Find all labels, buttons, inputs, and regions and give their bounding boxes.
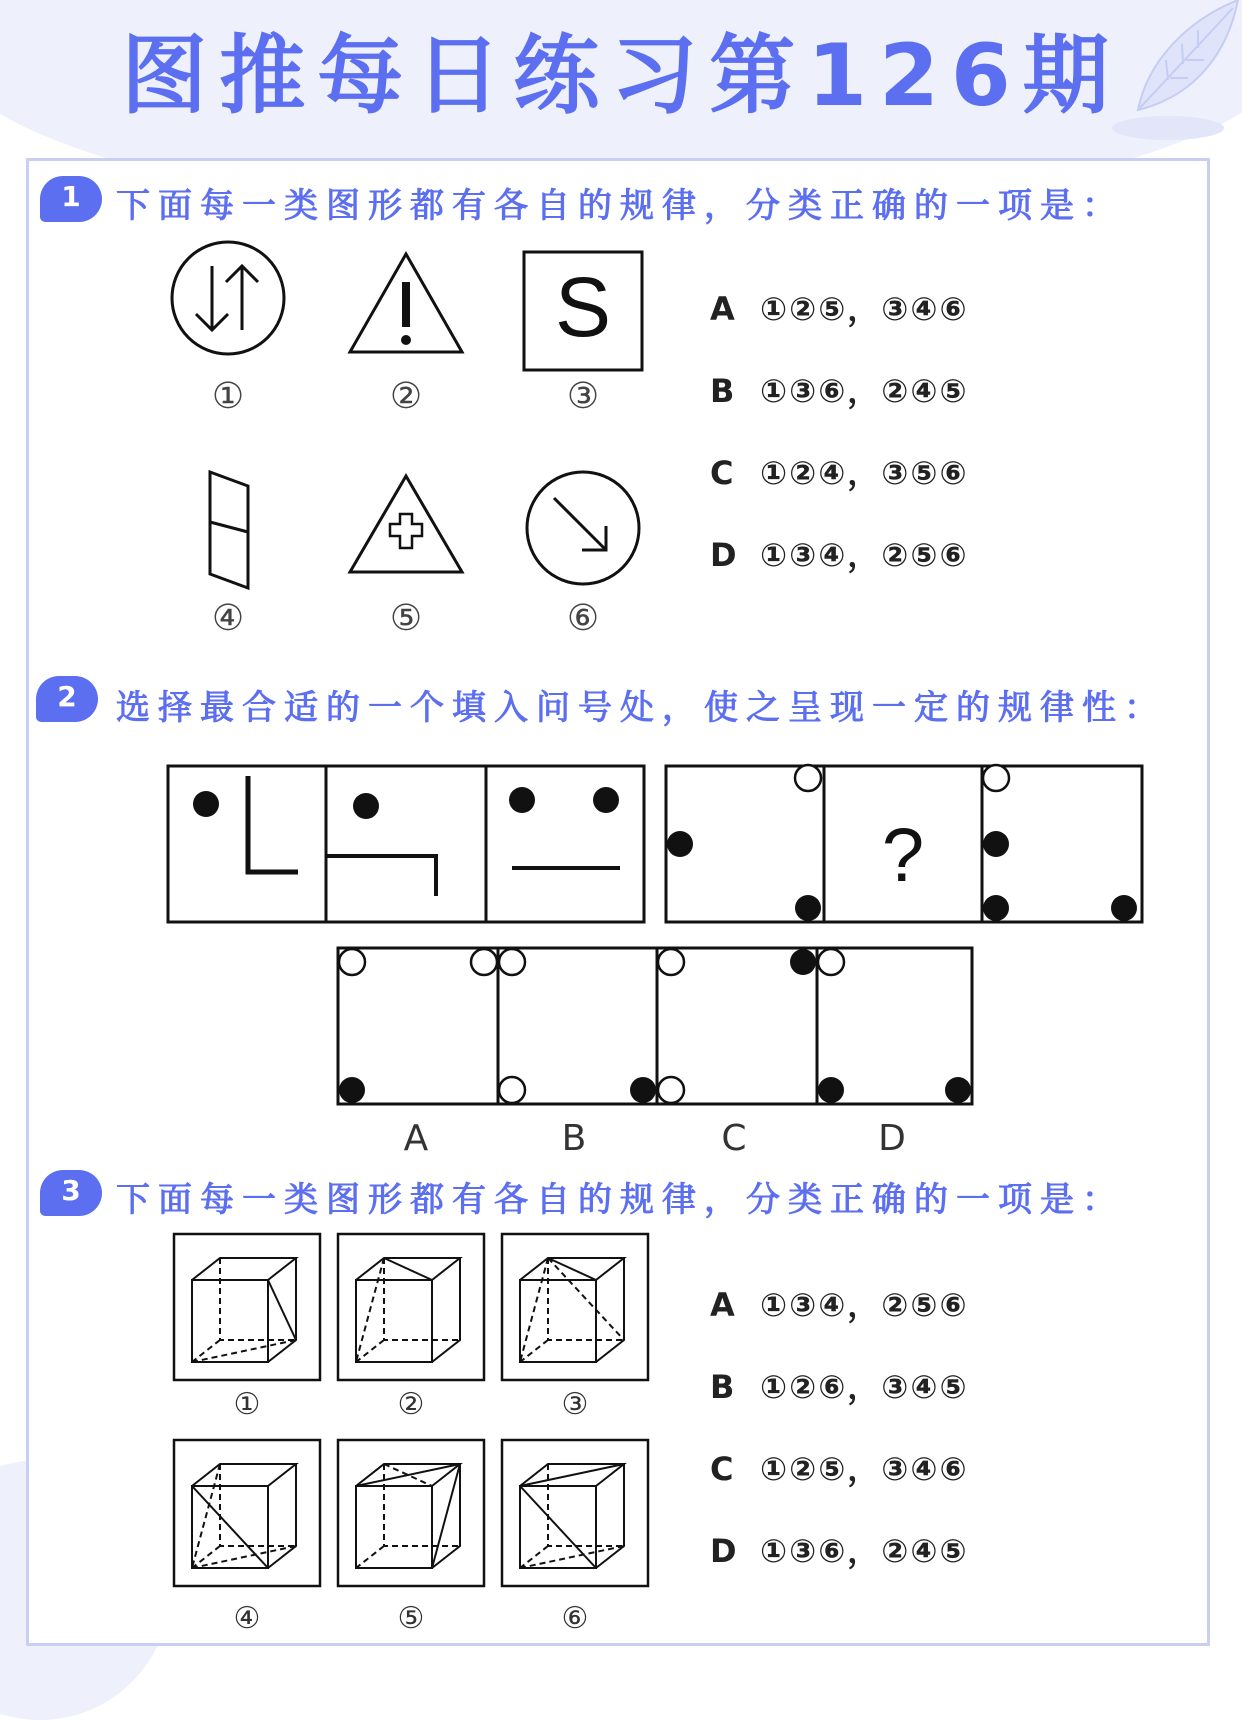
q1-tile-2 bbox=[350, 254, 462, 352]
q2-label-b: B bbox=[561, 1118, 587, 1159]
q3-option-c[interactable]: C ①②⑤，③④⑥ bbox=[710, 1450, 969, 1488]
q3-prompt: 下面每一类图形都有各自的规律，分类正确的一项是： bbox=[116, 1180, 1124, 1220]
q1-tile-3-letter: S bbox=[554, 260, 612, 354]
q2-choice-b[interactable] bbox=[499, 949, 656, 1103]
q3-option-b[interactable]: B ①②⑥，③④⑤ bbox=[710, 1368, 969, 1406]
q1-label-5: ⑤ bbox=[389, 598, 423, 639]
q2-panel-4 bbox=[667, 765, 821, 921]
q3-label-6: ⑥ bbox=[561, 1601, 589, 1636]
q3-cube-1 bbox=[192, 1258, 296, 1362]
q2-panel-1 bbox=[193, 776, 298, 872]
q1-label-6: ⑥ bbox=[566, 598, 600, 639]
q2-panel-3 bbox=[509, 787, 620, 868]
q1-tile-1 bbox=[172, 242, 284, 354]
q1-option-c[interactable]: C ①②④，③⑤⑥ bbox=[710, 454, 969, 492]
q2-answer-dots bbox=[330, 940, 980, 1110]
q1-tile-3 bbox=[524, 252, 642, 370]
q1-label-3: ③ bbox=[566, 376, 600, 417]
q3-label-3: ③ bbox=[561, 1387, 589, 1422]
q1-tile-4 bbox=[210, 472, 248, 588]
q3-cube-6 bbox=[520, 1464, 624, 1568]
q2-choice-d[interactable] bbox=[818, 949, 971, 1103]
q1-number-badge: 1 bbox=[40, 176, 102, 222]
q1-figure-grid bbox=[160, 232, 660, 652]
q3-cube-2 bbox=[356, 1258, 460, 1362]
q1-option-a[interactable]: A ①②⑤，③④⑥ bbox=[710, 290, 969, 328]
q1-prompt: 下面每一类图形都有各自的规律，分类正确的一项是： bbox=[116, 186, 1124, 226]
q3-option-d[interactable]: D ①③⑥，②④⑤ bbox=[710, 1532, 969, 1570]
q3-label-2: ② bbox=[397, 1387, 425, 1422]
q1-option-b[interactable]: B ①③⑥，②④⑤ bbox=[710, 372, 969, 410]
q3-label-4: ④ bbox=[233, 1601, 261, 1636]
q3-cube-grid bbox=[168, 1228, 658, 1652]
q2-prompt: 选择最合适的一个填入问号处，使之呈现一定的规律性： bbox=[116, 688, 1166, 728]
q1-option-d[interactable]: D ①③④，②⑤⑥ bbox=[710, 536, 969, 574]
q3-cube-4 bbox=[192, 1464, 296, 1568]
q3-label-1: ① bbox=[233, 1387, 261, 1422]
q2-choice-c[interactable] bbox=[658, 949, 816, 1103]
q2-choice-a[interactable] bbox=[339, 949, 497, 1103]
q3-cube-3 bbox=[520, 1258, 624, 1362]
q2-question-mark: ? bbox=[881, 813, 925, 898]
q1-label-1: ① bbox=[211, 376, 245, 417]
q2-label-c: C bbox=[721, 1118, 747, 1159]
q1-label-4: ④ bbox=[211, 598, 245, 639]
q2-panel-6 bbox=[983, 765, 1137, 921]
q3-cube-5 bbox=[356, 1464, 460, 1568]
q2-panel-question bbox=[882, 813, 924, 898]
q2-label-a: A bbox=[403, 1118, 429, 1159]
q2-panel-2 bbox=[326, 793, 436, 896]
q2-number-badge: 2 bbox=[36, 676, 98, 722]
q3-label-5: ⑤ bbox=[397, 1601, 425, 1636]
q2-label-d: D bbox=[878, 1118, 906, 1159]
q1-tile-6 bbox=[527, 472, 639, 584]
q3-number-badge: 3 bbox=[40, 1170, 102, 1216]
page-title: 图推每日练习第126期 bbox=[121, 26, 1121, 126]
q1-tile-5 bbox=[350, 476, 462, 572]
q1-label-2: ② bbox=[389, 376, 423, 417]
q2-sequence bbox=[160, 756, 1150, 926]
q3-option-a[interactable]: A ①③④，②⑤⑥ bbox=[710, 1286, 969, 1324]
